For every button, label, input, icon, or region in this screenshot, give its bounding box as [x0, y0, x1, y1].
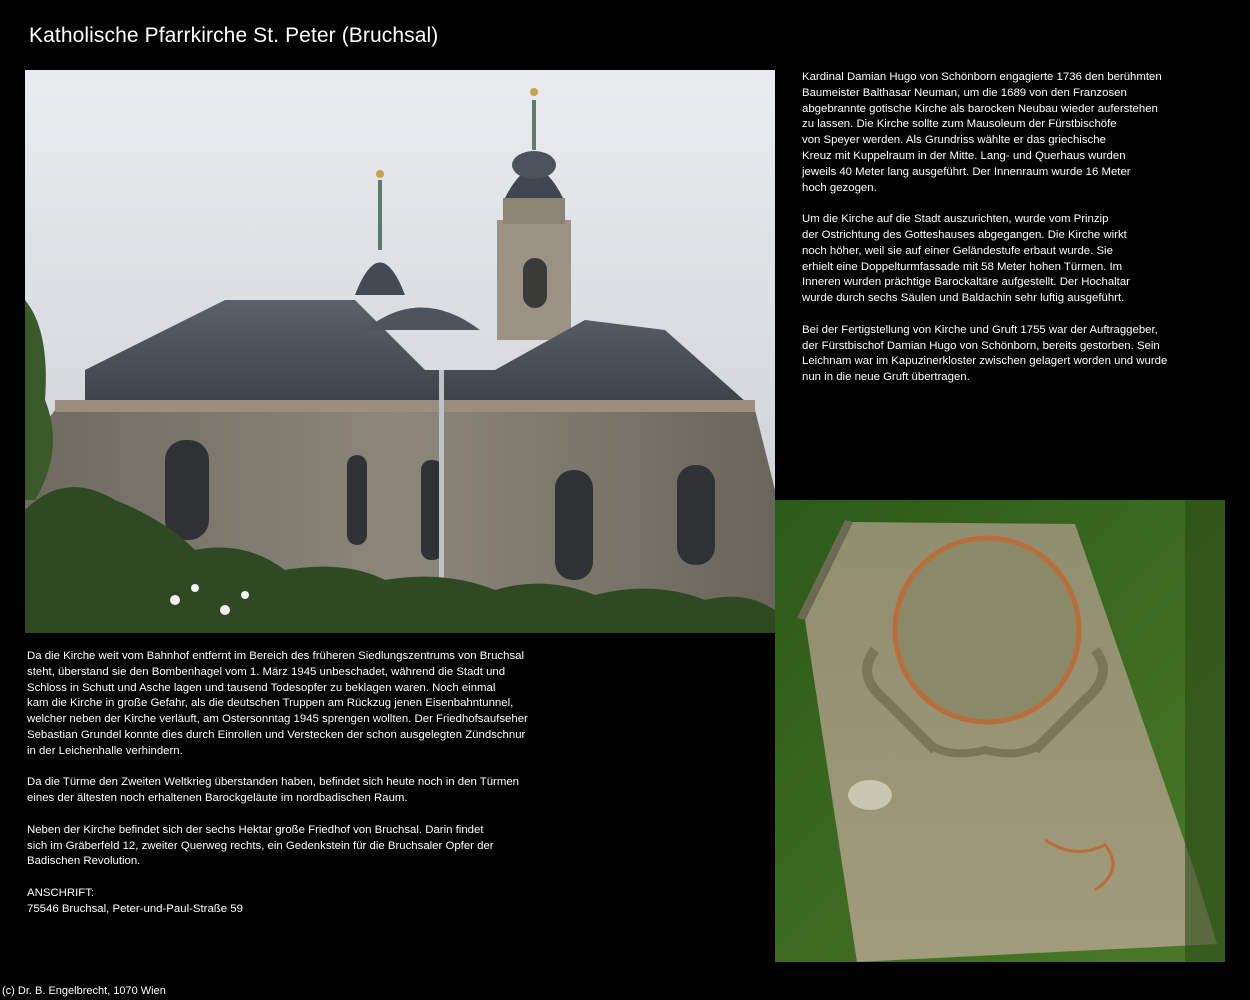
- text-line: Badischen Revolution.: [27, 855, 141, 868]
- church-illustration: [25, 70, 775, 633]
- text-line: Inneren wurden prächtige Barockaltäre aufgestellt. Der Hochaltar: [802, 276, 1130, 289]
- paragraph: [27, 823, 587, 870]
- text-line: Kreuz mit Kuppelraum in der Mitte. Lang- und Querhaus wurden: [802, 149, 1126, 162]
- text-line: jeweils 40 Meter lang ausgeführt. Der Innenraum wurde 16 Meter: [802, 165, 1131, 178]
- text-line: Da die Türme den Zweiten Weltkrieg überstanden haben, befindet sich heute noch in den Türmen: [27, 776, 519, 789]
- text-line: kam die Kirche in große Gefahr, als die deutschen Truppen am Rückzug jenen Eisenbahntunnel,: [27, 697, 514, 710]
- paragraph: [802, 323, 1232, 386]
- paragraph: [802, 70, 1232, 196]
- text-line: hoch gezogen.: [802, 181, 877, 194]
- text-line: zu lassen. Die Kirche sollte zum Mausoleum der Fürstbischöfe: [802, 118, 1117, 131]
- address-line: 75546 Bruchsal, Peter-und-Paul-Straße 59: [27, 902, 243, 915]
- copyright-notice: (c) Dr. B. Engelbrecht, 1070 Wien: [2, 985, 166, 997]
- address-heading: ANSCHRIFT:: [27, 886, 95, 899]
- text-line: welcher neben der Kirche verläuft, am Ostersonntag 1945 sprengen wollten. Der Friedhofsaufseher: [27, 713, 528, 726]
- text-line: erhielt eine Doppelturmfassade mit 58 Meter hohen Türmen. Im: [802, 260, 1123, 273]
- text-line: eines der ältesten noch erhaltenen Barockgeläute im nordbadischen Raum.: [27, 792, 408, 805]
- paragraph: [27, 649, 587, 760]
- text-line: Da die Kirche weit vom Bahnhof entfernt im Bereich des früheren Siedlungszentrums von Bruchsal: [27, 650, 525, 662]
- paragraph: [27, 775, 587, 807]
- text-line: nun in die neue Gruft übertragen.: [802, 371, 970, 384]
- text-line: noch höher, weil sie auf einer Geländestufe erbaut wurde. Sie: [802, 244, 1113, 257]
- text-line: Sebastian Grundel konnte dies durch Einrollen und Verstecken der schon ausgelegten Zündschnur: [27, 728, 526, 741]
- church-photo: [25, 70, 775, 633]
- address: [27, 886, 587, 918]
- text-line: steht, überstand sie den Bombenhagel vom 1. März 1945 unbeschadet, während die Stadt und: [27, 665, 506, 678]
- text-line: abgebrannte gotische Kirche als barocken Neubau wieder auferstehen: [802, 102, 1158, 115]
- text-line: sich im Gräberfeld 12, zweiter Querweg rechts, ein Gedenkstein für die Bruchsaler Opfer der: [27, 839, 494, 852]
- text-line: Leichnam war im Kapuzinerkloster zwischen gelagert worden und wurde: [802, 355, 1168, 368]
- text-line: in der Leichenhalle verhindern.: [27, 744, 183, 757]
- text-line: der Ostrichtung des Gotteshauses abgegangen. Die Kirche wirkt: [802, 228, 1127, 241]
- page-title: Katholische Pfarrkirche St. Peter (Bruchsal): [29, 24, 439, 47]
- memorial-stone-illustration: [775, 500, 1225, 962]
- text-line: Um die Kirche auf die Stadt auszurichten, wurde vom Prinzip: [802, 213, 1109, 226]
- text-line: Schloss in Schutt und Asche lagen und tausend Todesopfer zu beklagen waren. Noch einmal: [27, 681, 496, 694]
- history-text: [802, 70, 1232, 386]
- text-line: Neben der Kirche befindet sich der sechs Hektar große Friedhof von Bruchsal. Darin findet: [27, 823, 484, 836]
- description-text: [27, 649, 587, 918]
- text-line: Kardinal Damian Hugo von Schönborn engagierte 1736 den berühmten: [802, 71, 1162, 83]
- memorial-stone-photo: [775, 500, 1225, 962]
- paragraph: [802, 212, 1232, 307]
- text-line: Baumeister Balthasar Neuman, um die 1689 von den Franzosen: [802, 86, 1127, 99]
- text-line: Bei der Fertigstellung von Kirche und Gruft 1755 war der Auftraggeber,: [802, 323, 1158, 336]
- text-line: der Fürstbischof Damian Hugo von Schönborn, bereits gestorben. Sein: [802, 339, 1160, 352]
- text-line: wurde durch sechs Säulen und Baldachin sehr luftig ausgeführt.: [802, 292, 1125, 305]
- text-line: von Speyer werden. Als Grundriss wählte er das griechische: [802, 134, 1106, 147]
